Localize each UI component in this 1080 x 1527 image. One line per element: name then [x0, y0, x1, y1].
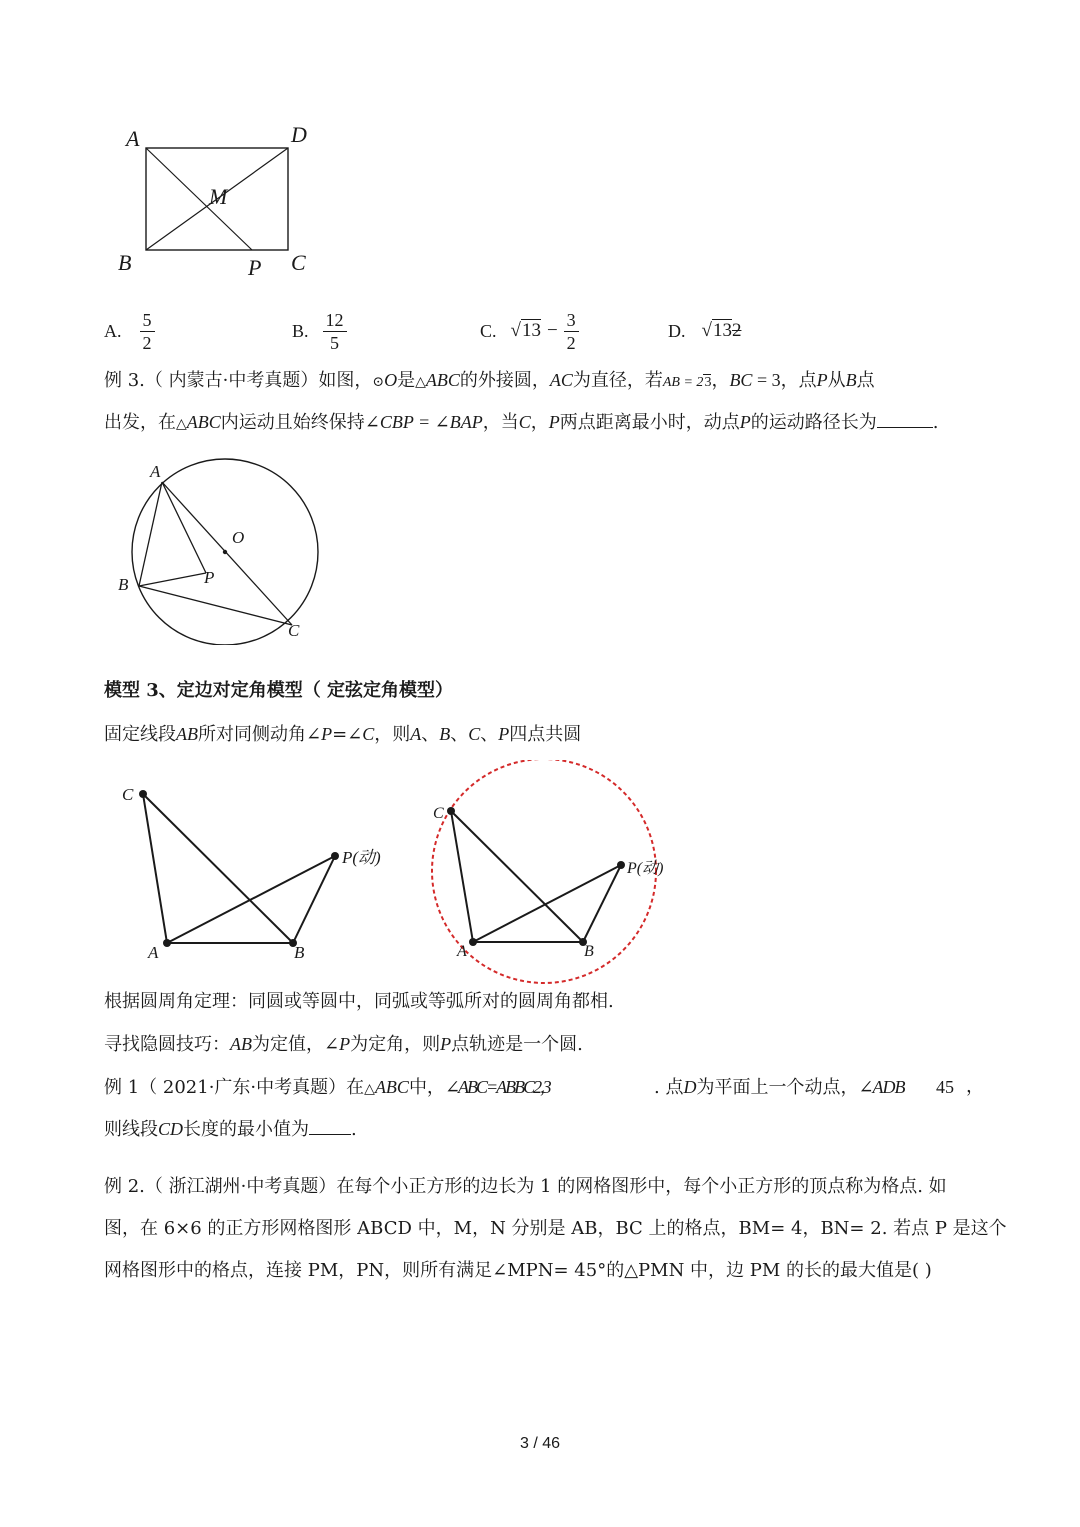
fig3-label-p: P(动): [342, 848, 381, 867]
choice-c-minus: −: [546, 320, 558, 341]
fig2-label-b: B: [118, 575, 129, 594]
fig2-label-p: P: [204, 568, 215, 587]
choice-a-letter: A.: [104, 320, 122, 341]
choice-c[interactable]: [480, 306, 579, 356]
fixed-chord-figure-right: [420, 760, 690, 985]
example-2-line1: 例 2.（ 浙江湖州·中考真题）在每个小正方形的边长为 1 的网格图形中，每个小正方形的顶点称为格点. 如: [104, 1176, 947, 1197]
choice-a-fraction: $\frac{5}{2}$: [140, 309, 155, 354]
circle-figure: [110, 455, 330, 645]
fig1-label-d: D: [291, 122, 307, 147]
fig4-label-b: B: [584, 943, 594, 960]
choice-b[interactable]: [292, 306, 347, 356]
rectangle-figure: [110, 118, 320, 283]
fig4-label-c: C: [433, 805, 444, 822]
fig1-label-a: A: [126, 126, 140, 151]
fixed-segment-statement: 固定线段AB所对同侧动角∠P=∠C，则A、B、C、P四点共圆: [104, 724, 582, 745]
example-3-line2: 出发，在△ABC内运动且始终保持∠CBP = ∠BAP，当C，P两点距离最小时，动点P的运动路径长为 .: [104, 409, 939, 437]
fig1-label-p: P: [248, 255, 262, 280]
fig2-label-o: O: [232, 528, 245, 547]
fig1-label-m: M: [209, 184, 228, 209]
choice-b-fraction: $\frac{12}{5}$: [323, 309, 347, 354]
fig2-label-c: C: [288, 621, 300, 640]
fig4-label-a: A: [457, 943, 467, 960]
example-3-line1: 例 3.（ 内蒙古·中考真题）如图，⊙O是△ABC的外接圆，AC为直径，若AB = 23，BC = 3，点P从B点: [104, 370, 875, 391]
fig1-label-c: C: [291, 250, 306, 275]
choice-d-tail: 2: [731, 320, 742, 341]
answer-blank[interactable]: [877, 409, 933, 428]
choice-c-letter: C.: [480, 320, 497, 341]
model-3-heading: 模型 3、定边对定角模型（ 定弦定角模型）: [104, 680, 454, 701]
hidden-circle-trick: 寻找隐圆技巧：AB为定值，∠P为定角，则P点轨迹是一个圆.: [104, 1034, 583, 1055]
example-1-line2: 则线段CD长度的最小值为 .: [104, 1116, 357, 1143]
example-1-line1: 例 1（ 2021·广东·中考真题）在△ABC中，∠ABC=ABBC2,3 . 点D为平面上一个动点，∠ADB 45 ，: [104, 1076, 984, 1098]
choice-c-sqrt: √13: [510, 320, 541, 341]
inscribed-angle-theorem: 根据圆周角定理：同圆或等圆中，同弧或等弧所对的圆周角都相.: [104, 991, 614, 1012]
choice-d-letter: D.: [668, 320, 686, 341]
fig2-label-a: A: [150, 462, 161, 481]
example-2-line3: 网格图形中的格点，连接 PM，PN，则所有满足∠MPN= 45°的△PMN 中，边 PM 的长的最大值是( ): [104, 1260, 932, 1281]
choice-d-sqrt: √13: [701, 320, 732, 341]
choice-c-fraction: $\frac{3}{2}$: [564, 309, 579, 354]
page-number: 3 / 46: [519, 1435, 561, 1452]
fig3-label-c: C: [122, 785, 134, 804]
choice-a[interactable]: [104, 306, 155, 356]
fig3-label-b: B: [294, 943, 305, 962]
fig4-label-p: P(动): [627, 860, 664, 877]
choice-d[interactable]: [668, 306, 741, 356]
choice-b-letter: B.: [292, 320, 309, 341]
fixed-chord-figure-left: [110, 775, 400, 965]
fig3-label-a: A: [148, 943, 159, 962]
example-2-line2: 图，在 6×6 的正方形网格图形 ABCD 中，M，N 分别是 AB，BC 上的格点，BM= 4，BN= 2. 若点 P 是这个: [104, 1218, 1007, 1239]
answer-blank-2[interactable]: [309, 1116, 351, 1135]
fig1-label-b: B: [118, 250, 132, 275]
